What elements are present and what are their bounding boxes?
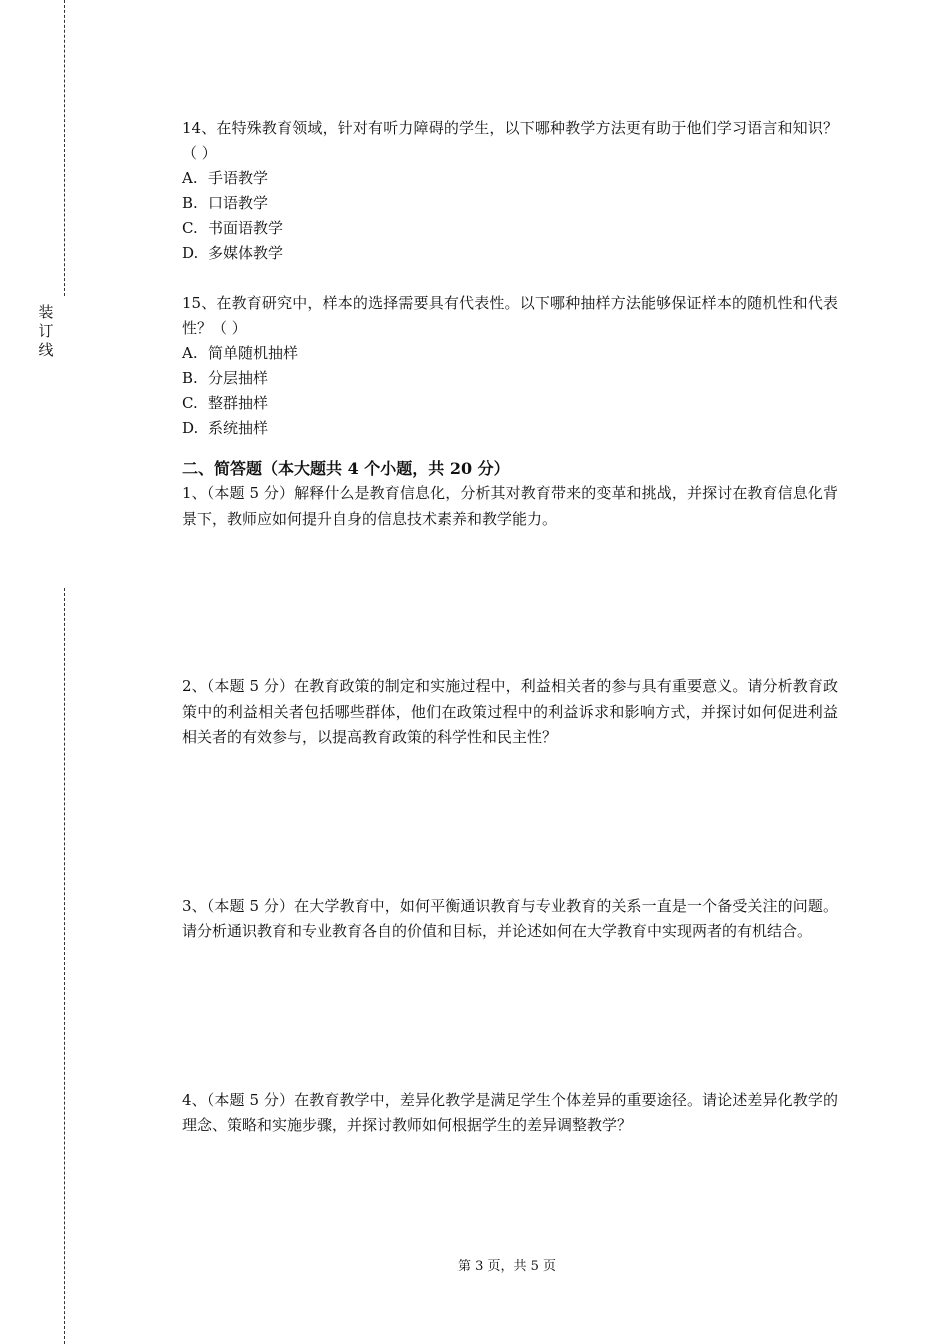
question-14 bbox=[182, 116, 838, 266]
option-text: 书面语教学 bbox=[208, 219, 284, 237]
option-text: 口语教学 bbox=[208, 194, 269, 212]
option-b[interactable] bbox=[182, 366, 838, 391]
option-d[interactable] bbox=[182, 416, 838, 441]
option-text: 系统抽样 bbox=[208, 419, 269, 437]
option-key: D. bbox=[182, 419, 199, 437]
option-a[interactable] bbox=[182, 166, 838, 191]
option-key: C. bbox=[182, 394, 198, 412]
option-key: A. bbox=[182, 344, 198, 362]
page-footer bbox=[0, 1257, 950, 1277]
binding-line-label bbox=[36, 303, 56, 360]
binding-line-bottom bbox=[64, 588, 65, 1344]
option-key: B. bbox=[182, 194, 198, 212]
answer-space[interactable] bbox=[182, 945, 838, 1088]
binding-char-1: 装 bbox=[38, 303, 54, 321]
short-question-4 bbox=[182, 1088, 838, 1139]
option-text: 手语教学 bbox=[208, 169, 269, 187]
binding-char-2: 订 bbox=[38, 322, 54, 340]
option-text: 多媒体教学 bbox=[208, 244, 284, 262]
question-stem: 4、（本题 5 分）在教育教学中，差异化教学是满足学生个体差异的重要途径。请论述差异化教学的理念、策略和实施步骤，并探讨教师如何根据学生的差异调整教学？ bbox=[182, 1090, 838, 1134]
option-c[interactable] bbox=[182, 391, 838, 416]
option-key: B. bbox=[182, 369, 198, 387]
answer-space[interactable] bbox=[182, 751, 838, 894]
question-stem: 3、（本题 5 分）在大学教育中，如何平衡通识教育与专业教育的关系一直是一个备受关注的问题。请分析通识教育和专业教育各自的价值和目标，并论述如何在大学教育中实现两者的有机结合。 bbox=[182, 896, 838, 940]
option-a[interactable] bbox=[182, 341, 838, 366]
option-key: D. bbox=[182, 244, 199, 262]
binding-line-top bbox=[64, 0, 65, 296]
binding-char-3: 线 bbox=[38, 341, 54, 359]
answer-space[interactable] bbox=[182, 532, 838, 674]
short-question-1 bbox=[182, 481, 838, 532]
option-b[interactable] bbox=[182, 191, 838, 216]
question-15 bbox=[182, 291, 838, 441]
question-stem: 1、（本题 5 分）解释什么是教育信息化，分析其对教育带来的变革和挑战，并探讨在教育信息化背景下，教师应如何提升自身的信息技术素养和教学能力。 bbox=[182, 484, 838, 528]
short-question-3 bbox=[182, 894, 838, 945]
option-key: A. bbox=[182, 169, 198, 187]
section-title: 二、简答题（本大题共 4 个小题，共 20 分） bbox=[182, 459, 510, 478]
option-c[interactable] bbox=[182, 216, 838, 241]
question-stem: 15、在教育研究中，样本的选择需要具有代表性。以下哪种抽样方法能够保证样本的随机性和代表性？（ ） bbox=[182, 294, 838, 337]
exam-content bbox=[182, 116, 838, 1139]
option-d[interactable] bbox=[182, 241, 838, 266]
option-text: 整群抽样 bbox=[208, 394, 269, 412]
short-question-2 bbox=[182, 674, 838, 751]
option-key: C. bbox=[182, 219, 198, 237]
page-number: 第 3 页，共 5 页 bbox=[457, 1259, 557, 1274]
question-stem: 2、（本题 5 分）在教育政策的制定和实施过程中，利益相关者的参与具有重要意义。请分析教育政策中的利益相关者包括哪些群体，他们在政策过程中的利益诉求和影响方式，并探讨如何促进利益相关者的有效参与，以提高教育政策的科学性和民主性？ bbox=[182, 677, 838, 746]
option-text: 分层抽样 bbox=[208, 369, 269, 387]
option-text: 简单随机抽样 bbox=[208, 344, 299, 362]
question-stem: 14、在特殊教育领域，针对有听力障碍的学生，以下哪种教学方法更有助于他们学习语言和知识？（ ） bbox=[182, 119, 838, 162]
